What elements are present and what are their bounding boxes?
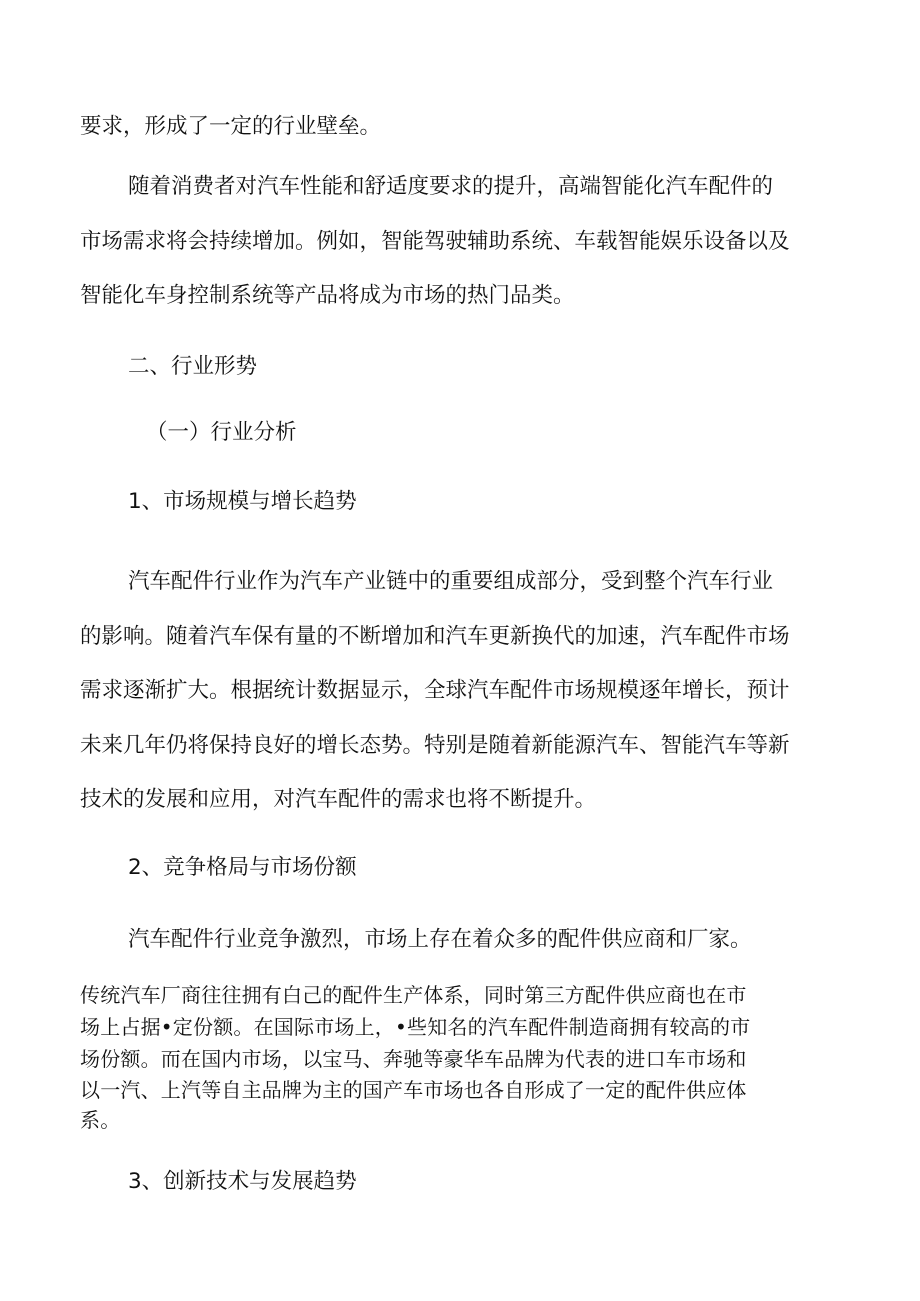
paragraph-line: 的影响。随着汽车保有量的不断增加和汽车更新换代的加速，汽车配件市场 bbox=[80, 624, 790, 649]
paragraph-line: 以一汽、上汽等自主品牌为主的国产车市场也各自形成了一定的配件供应体 bbox=[80, 1078, 747, 1102]
paragraph-line: 要求，形成了一定的行业壁垒。 bbox=[80, 114, 382, 139]
heading-1: 1、市场规模与增长趋势 bbox=[128, 489, 357, 514]
paragraph-line: 技术的发展和应用，对汽车配件的需求也将不断提升。 bbox=[80, 787, 597, 812]
paragraph-line: 汽车配件行业竞争激烈，市场上存在着众多的配件供应商和厂家。 bbox=[128, 927, 752, 952]
paragraph-line: 场上占据•定份额。在国际市场上，•些知名的汽车配件制造商拥有较高的市 bbox=[80, 1015, 751, 1039]
paragraph-line: 汽车配件行业作为汽车产业链中的重要组成部分，受到整个汽车行业 bbox=[128, 569, 774, 594]
paragraph-line: 未来几年仍将保持良好的增长态势。特别是随着新能源汽车、智能汽车等新 bbox=[80, 733, 790, 758]
paragraph-line: 市场需求将会持续增加。例如，智能驾驶辅助系统、车载智能娱乐设备以及 bbox=[80, 229, 790, 254]
paragraph-line: 传统汽车厂商往往拥有白己的配件生产体系，同时第三方配件供应商也在市 bbox=[80, 983, 747, 1007]
paragraph-line: 随着消费者对汽车性能和舒适度要求的提升，高端智能化汽车配件的 bbox=[128, 174, 774, 199]
paragraph-line: 智能化车身控制系统等产品将成为市场的热门品类。 bbox=[80, 283, 575, 308]
subsection-title: （一）行业分析 bbox=[146, 420, 297, 445]
paragraph-line: 需求逐渐扩大。根据统计数据显示，全球汽车配件市场规模逐年增长，预计 bbox=[80, 678, 790, 703]
heading-2: 2、竞争格局与市场份额 bbox=[128, 855, 357, 880]
section-title: 二、行业形势 bbox=[128, 354, 258, 379]
paragraph-line: 场份额。而在国内市场，以宝马、奔驰等豪华车品牌为代表的进口车市场和 bbox=[80, 1047, 747, 1071]
heading-3: 3、创新技术与发展趋势 bbox=[128, 1169, 357, 1194]
paragraph-line: 系。 bbox=[80, 1108, 121, 1132]
